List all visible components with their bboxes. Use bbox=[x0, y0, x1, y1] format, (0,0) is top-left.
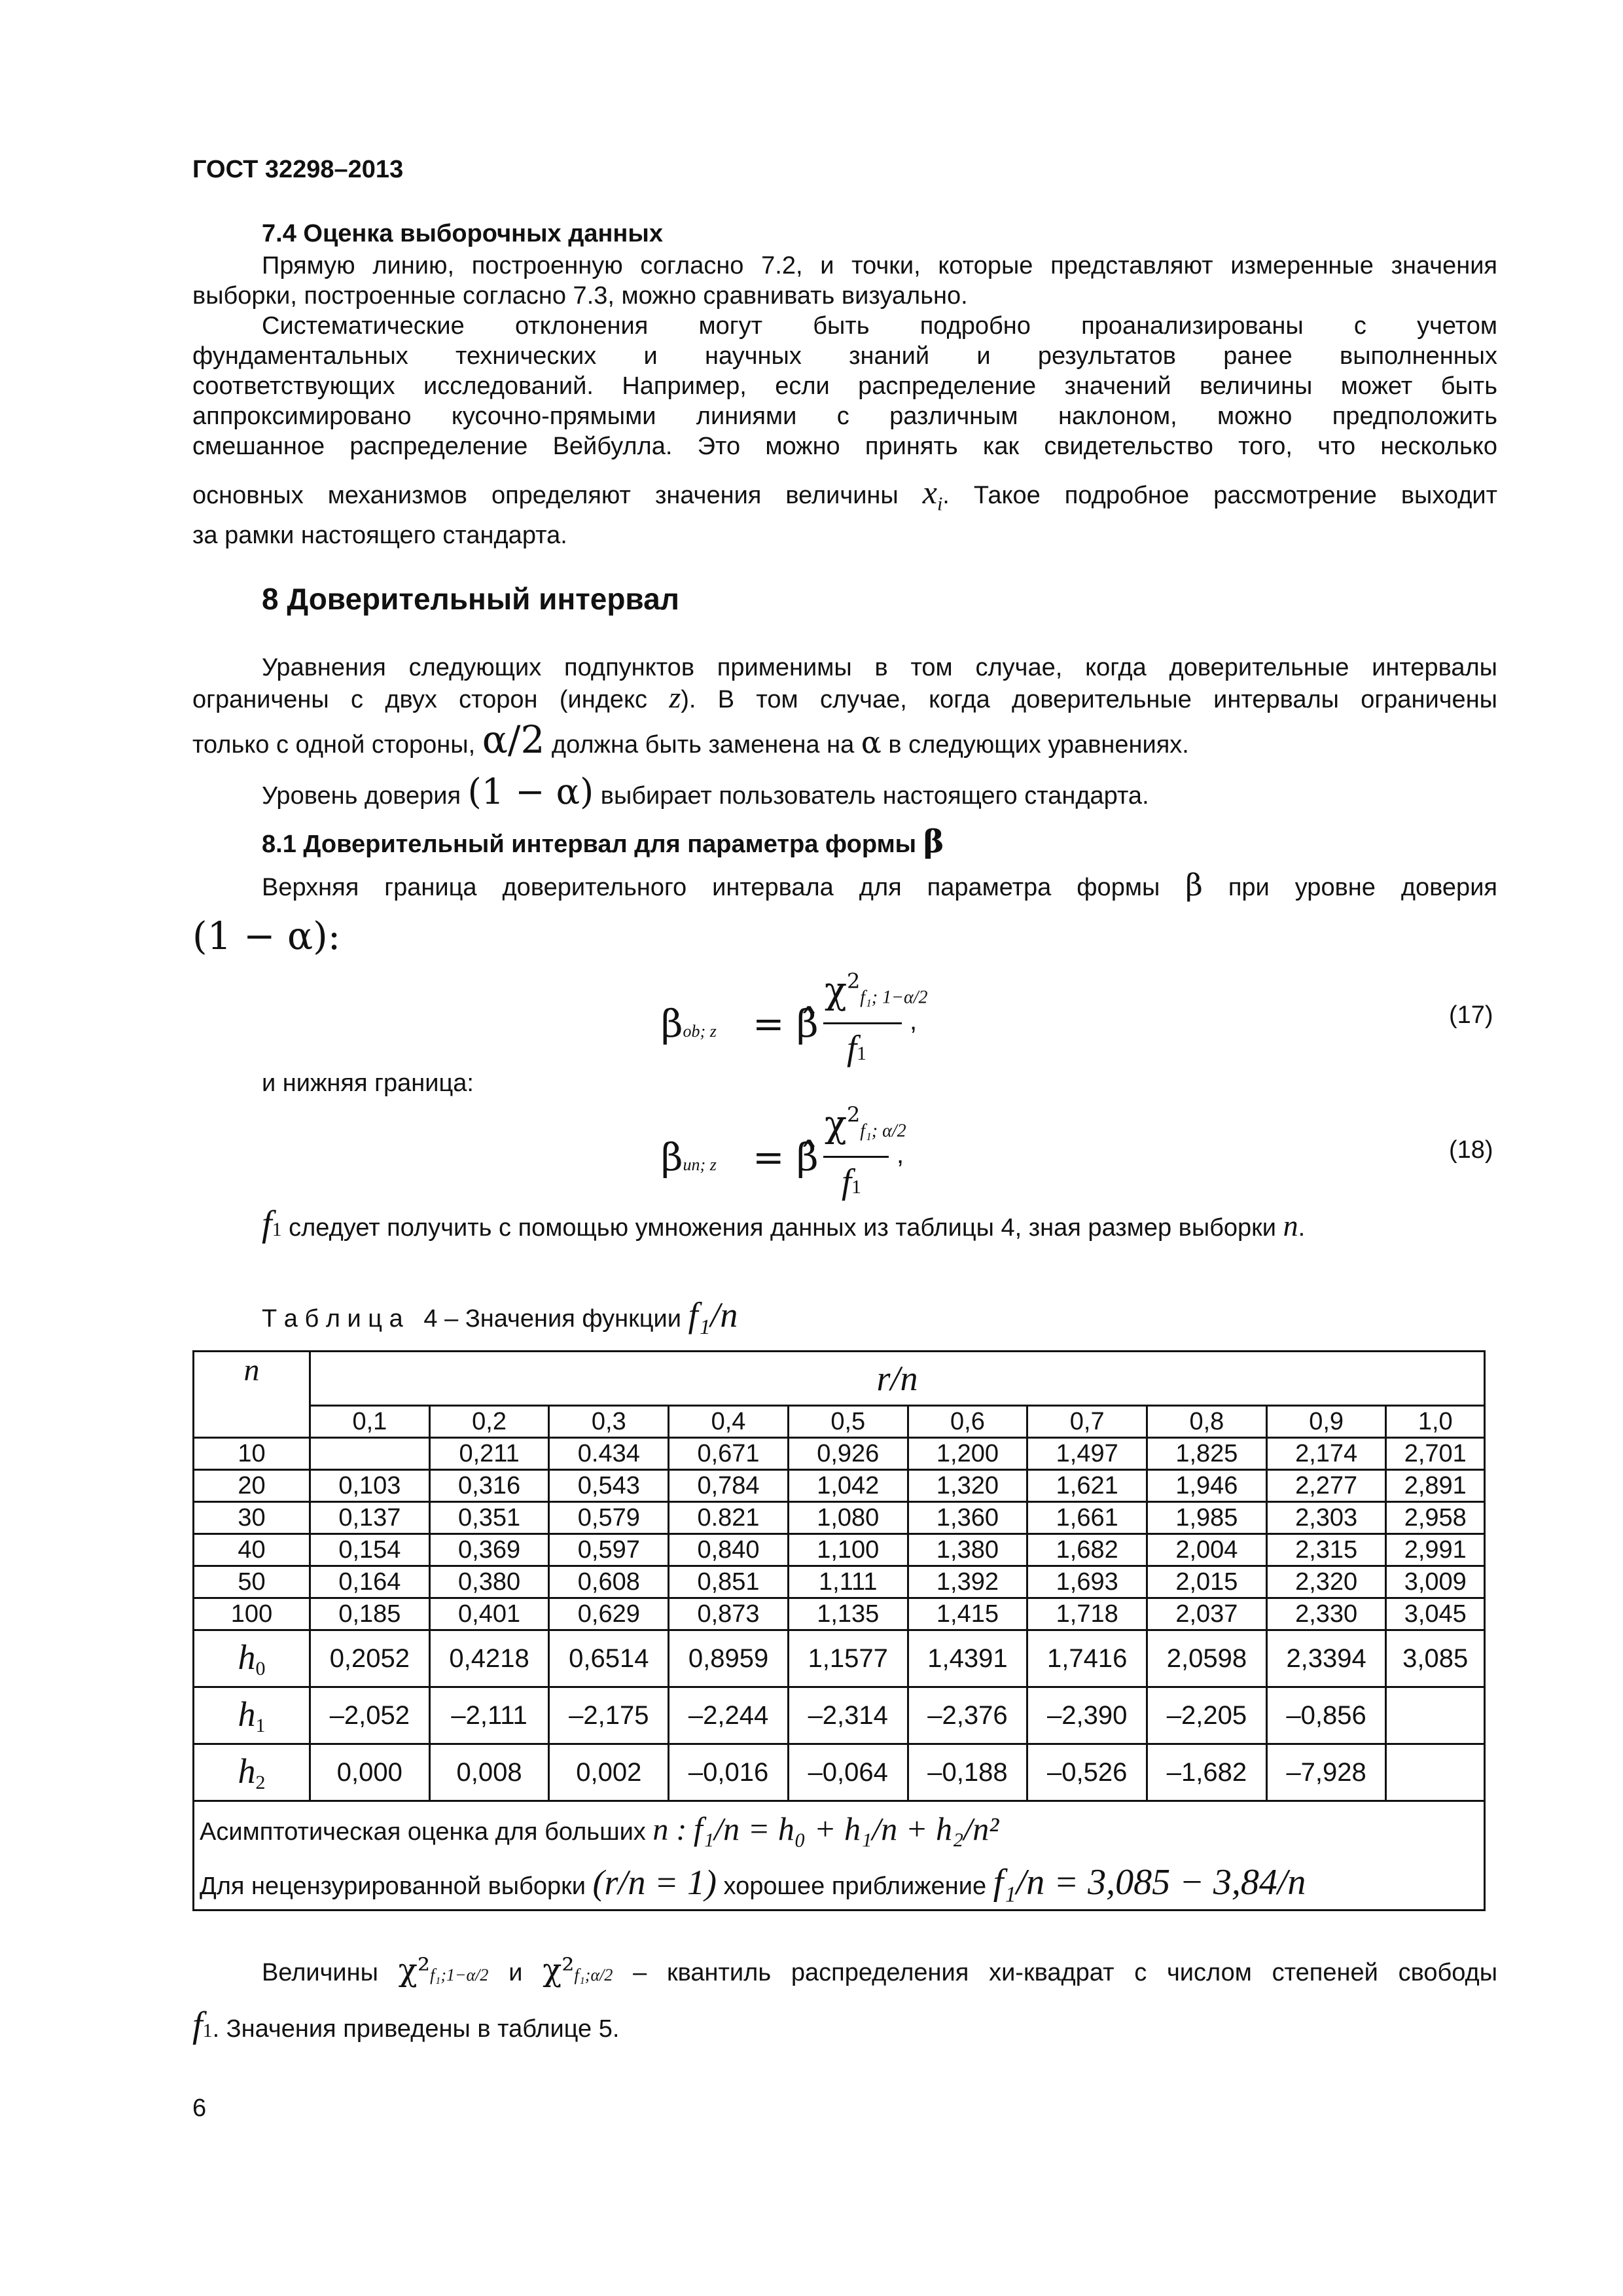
table-cell: –0,064 bbox=[788, 1744, 908, 1801]
table-cell: 2,037 bbox=[1147, 1598, 1267, 1630]
table4-footnote-1 bbox=[194, 1801, 1485, 1856]
f1-end: . bbox=[1298, 1214, 1306, 1242]
eq17-lhs: βob; z bbox=[661, 1001, 717, 1046]
table-cell: –2,205 bbox=[1147, 1687, 1267, 1744]
table-cell bbox=[1386, 1744, 1485, 1801]
table4-caption-label: Т а б л и ц а 4 bbox=[262, 1305, 438, 1333]
col-header: 0,6 bbox=[908, 1406, 1027, 1438]
var-x-i: $x_i$ bbox=[922, 474, 943, 515]
table-cell: 0,579 bbox=[549, 1502, 669, 1534]
eq17-rhs: = β̂ bbox=[753, 1001, 819, 1046]
table-cell: 2,3394 bbox=[1266, 1630, 1386, 1687]
table-cell: 0,8959 bbox=[669, 1630, 789, 1687]
table-cell: 1,7416 bbox=[1027, 1630, 1147, 1687]
table-cell: 0,137 bbox=[310, 1502, 430, 1534]
s74-p2-line7: за рамки настоящего стандарта. bbox=[192, 522, 567, 549]
eq18-fraction-bar bbox=[823, 1156, 889, 1158]
equation-17 bbox=[661, 969, 928, 1080]
footnote-1-cell bbox=[194, 1801, 1485, 1856]
equation-18 bbox=[661, 1102, 923, 1213]
after-line2 bbox=[192, 2005, 1497, 2047]
coef-symbol: h2 bbox=[194, 1744, 310, 1801]
table-cell: 2,891 bbox=[1386, 1470, 1485, 1502]
table-cell: –2,052 bbox=[310, 1687, 430, 1744]
table-cell: –2,376 bbox=[908, 1687, 1027, 1744]
table-cell: 0,008 bbox=[429, 1744, 549, 1801]
table-cell: 0,873 bbox=[669, 1598, 789, 1630]
coef-row bbox=[194, 1630, 1485, 1687]
s8-p1-l3b: должна быть заменена на bbox=[551, 731, 855, 759]
table-cell: 2,320 bbox=[1266, 1566, 1386, 1598]
table-cell: 0.821 bbox=[669, 1502, 789, 1534]
coef-row bbox=[194, 1687, 1485, 1744]
var-z: z bbox=[669, 681, 681, 714]
col-header: 0,9 bbox=[1266, 1406, 1386, 1438]
table-cell: –2,390 bbox=[1027, 1687, 1147, 1744]
s8-p1-l2a: ограничены с двух сторон (индекс bbox=[192, 686, 648, 713]
after-l1a: Величины bbox=[262, 1959, 378, 1986]
coef-symbol: h0 bbox=[194, 1630, 310, 1687]
table-cell: 3,009 bbox=[1386, 1566, 1485, 1598]
chi-2: χ²f₁;α/2 bbox=[543, 1952, 613, 1988]
table-cell: 2,004 bbox=[1147, 1534, 1267, 1566]
table-cell: 0,103 bbox=[310, 1470, 430, 1502]
beta-inline: β bbox=[1185, 867, 1203, 903]
table-cell: 2,315 bbox=[1266, 1534, 1386, 1566]
table-cell: –2,244 bbox=[669, 1687, 789, 1744]
eq17-fraction-bar bbox=[823, 1022, 902, 1024]
eq17-numerator: $\chi^2f_1$; 1−α/2 bbox=[825, 969, 928, 1013]
f1-sentence bbox=[262, 1204, 1567, 1246]
f1-text: следует получить с помощью умножения данных из таблицы 4, зная размер выборки bbox=[289, 1214, 1277, 1242]
table4-caption-text: – Значения функции bbox=[444, 1305, 681, 1333]
s74-p2-line5: смешанное распределение Вейбулла. Это можно принять как свидетельство того, что несколько bbox=[192, 433, 1497, 460]
coef-row bbox=[194, 1744, 1485, 1801]
page-number: 6 bbox=[192, 2094, 207, 2122]
s74-p2-line4: аппроксимировано кусочно-прямыми линиями с различным наклоном, можно предположить bbox=[192, 403, 1497, 430]
s74-p2-line3: соответствующих исследований. Например, если распределение значений величины может быть bbox=[192, 372, 1497, 400]
s81-p1-line1 bbox=[192, 869, 1497, 903]
table-cell: 1,200 bbox=[908, 1438, 1027, 1470]
after-and: и bbox=[508, 1959, 523, 1986]
var-n: n bbox=[1283, 1209, 1298, 1242]
eq18-numerator: $\chi^2f_1$; α/2 bbox=[825, 1102, 906, 1146]
section-7-4-title: 7.4 Оценка выборочных данных bbox=[262, 220, 663, 247]
s8-p1-l3a: только с одной стороны, bbox=[192, 731, 476, 759]
table-cell: 0,154 bbox=[310, 1534, 430, 1566]
table-cell: –0,016 bbox=[669, 1744, 789, 1801]
table-cell: –0,856 bbox=[1266, 1687, 1386, 1744]
table-cell: 1,497 bbox=[1027, 1438, 1147, 1470]
col-header: 0,7 bbox=[1027, 1406, 1147, 1438]
s74-p1-line2: выборки, построенные согласно 7.3, можно сравнивать визуально. bbox=[192, 282, 968, 310]
eq17-comma: , bbox=[910, 1007, 918, 1035]
foot2-cond: (r/n = 1) bbox=[592, 1863, 717, 1902]
s8-p1-line3 bbox=[192, 717, 1497, 762]
table-cell: 1,360 bbox=[908, 1502, 1027, 1534]
after-line1 bbox=[192, 1954, 1497, 1991]
col-header: 0,1 bbox=[310, 1406, 430, 1438]
eq18-number: (18) bbox=[1449, 1136, 1493, 1164]
table-cell: 0,840 bbox=[669, 1534, 789, 1566]
table-row bbox=[194, 1438, 1485, 1470]
s8-p1-line2 bbox=[192, 682, 1497, 715]
table-cell: 0,4218 bbox=[429, 1630, 549, 1687]
table4-group-header: r/n bbox=[310, 1352, 1485, 1406]
table-cell: 1,042 bbox=[788, 1470, 908, 1502]
eq18-rhs: = β̂ bbox=[753, 1135, 819, 1179]
table-cell: 1,4391 bbox=[908, 1630, 1027, 1687]
row-label: 10 bbox=[194, 1438, 310, 1470]
beta-symbol: β bbox=[923, 823, 944, 860]
table-row bbox=[194, 1598, 1485, 1630]
table-cell: 0,164 bbox=[310, 1566, 430, 1598]
table-cell: 0,002 bbox=[549, 1744, 669, 1801]
table4-corner: n bbox=[194, 1352, 310, 1438]
s81-p1b: при уровне доверия bbox=[1228, 874, 1497, 901]
table-cell: 0,2052 bbox=[310, 1630, 430, 1687]
table-cell: –7,928 bbox=[1266, 1744, 1386, 1801]
table-cell: 0,369 bbox=[429, 1534, 549, 1566]
table-cell: 1,392 bbox=[908, 1566, 1027, 1598]
col-header: 0,5 bbox=[788, 1406, 908, 1438]
table4-footnote-2 bbox=[194, 1856, 1485, 1910]
table-cell: 0.434 bbox=[549, 1438, 669, 1470]
table-cell: –2,314 bbox=[788, 1687, 908, 1744]
table-cell bbox=[310, 1438, 430, 1470]
table-row bbox=[194, 1470, 1485, 1502]
table4-col-header-row bbox=[194, 1406, 1485, 1438]
section-8-1-title bbox=[262, 823, 944, 860]
eq17-denominator: f1 bbox=[847, 1028, 867, 1067]
table-cell: 1,621 bbox=[1027, 1470, 1147, 1502]
eq18-lhs: βun; z bbox=[661, 1135, 717, 1179]
table-cell: 1,682 bbox=[1027, 1534, 1147, 1566]
foot2-mid: хорошее приближение bbox=[723, 1873, 987, 1900]
s8-p1-l3c: в следующих уравнениях. bbox=[888, 731, 1189, 759]
table-cell: 0,401 bbox=[429, 1598, 549, 1630]
table-cell: 1,100 bbox=[788, 1534, 908, 1566]
table-cell: –0,188 bbox=[908, 1744, 1027, 1801]
table-cell: –2,175 bbox=[549, 1687, 669, 1744]
var-f1-b: f1 bbox=[192, 2005, 213, 2045]
table-cell: 2,174 bbox=[1266, 1438, 1386, 1470]
table-cell: 1,080 bbox=[788, 1502, 908, 1534]
col-header: 0,4 bbox=[669, 1406, 789, 1438]
eq18-comma: , bbox=[897, 1140, 904, 1169]
table-cell: 1,661 bbox=[1027, 1502, 1147, 1534]
table-cell: 1,825 bbox=[1147, 1438, 1267, 1470]
s8-p2 bbox=[262, 771, 1567, 812]
table-cell: 3,045 bbox=[1386, 1598, 1485, 1630]
s81-title-text: 8.1 Доверительный интервал для параметра формы bbox=[262, 831, 917, 858]
var-f1: f1 bbox=[262, 1204, 282, 1244]
table-cell: 0,000 bbox=[310, 1744, 430, 1801]
table-cell: 0,6514 bbox=[549, 1630, 669, 1687]
table-cell: 2,303 bbox=[1266, 1502, 1386, 1534]
s74-line6-b: . Такое подробное рассмотрение выходит bbox=[942, 482, 1497, 509]
table-cell: 2,277 bbox=[1266, 1470, 1386, 1502]
coef-symbol: h1 bbox=[194, 1687, 310, 1744]
table-cell: 0,543 bbox=[549, 1470, 669, 1502]
alpha-over-2: α/2 bbox=[482, 717, 545, 762]
table-row bbox=[194, 1566, 1485, 1598]
table-cell: –1,682 bbox=[1147, 1744, 1267, 1801]
foot2-text: Для нецензурированной выборки bbox=[200, 1873, 586, 1900]
table-cell: 1,946 bbox=[1147, 1470, 1267, 1502]
row-label: 50 bbox=[194, 1566, 310, 1598]
confidence-expr: (1 − α) bbox=[467, 771, 594, 812]
table-cell: 1,415 bbox=[908, 1598, 1027, 1630]
section-8-title: 8 Доверительный интервал bbox=[262, 582, 679, 616]
after-l2-text: . Значения приведены в таблице 5. bbox=[212, 2015, 620, 2043]
table-cell: 3,085 bbox=[1386, 1630, 1485, 1687]
table-cell: 0,608 bbox=[549, 1566, 669, 1598]
table4-caption bbox=[262, 1295, 738, 1335]
s74-p2-line6 bbox=[192, 476, 1497, 520]
table-cell: 1,380 bbox=[908, 1534, 1027, 1566]
s74-p2-line1: Систематические отклонения могут быть подробно проанализированы с учетом bbox=[262, 312, 1497, 340]
foot2-expr: f₁/n = 3,085 − 3,84/n bbox=[993, 1862, 1306, 1903]
s74-p1-line1: Прямую линию, построенную согласно 7.2, и точки, которые представляют измеренные значения bbox=[262, 252, 1497, 279]
col-header: 0,8 bbox=[1147, 1406, 1267, 1438]
table-cell: 2,701 bbox=[1386, 1438, 1485, 1470]
foot1-n: n : bbox=[652, 1812, 687, 1847]
table-cell: 2,0598 bbox=[1147, 1630, 1267, 1687]
col-header: 0,3 bbox=[549, 1406, 669, 1438]
col-header: 0,2 bbox=[429, 1406, 549, 1438]
table-cell: 0,316 bbox=[429, 1470, 549, 1502]
s8-p1-l2b: ). В том случае, когда доверительные интервалы ограничены bbox=[681, 686, 1497, 713]
table-cell bbox=[1386, 1687, 1485, 1744]
table-cell: 1,320 bbox=[908, 1470, 1027, 1502]
row-label: 100 bbox=[194, 1598, 310, 1630]
s8-p2a: Уровень доверия bbox=[262, 782, 461, 810]
row-label: 40 bbox=[194, 1534, 310, 1566]
table-row bbox=[194, 1534, 1485, 1566]
table-cell: 2,958 bbox=[1386, 1502, 1485, 1534]
table-cell: 0,211 bbox=[429, 1438, 549, 1470]
table-cell: 0,851 bbox=[669, 1566, 789, 1598]
s8-p2b: выбирает пользователь настоящего стандарта. bbox=[600, 782, 1149, 810]
table-cell: 0,926 bbox=[788, 1438, 908, 1470]
row-label: 30 bbox=[194, 1502, 310, 1534]
s8-p1-line1: Уравнения следующих подпунктов применимы в том случае, когда доверительные интервалы bbox=[262, 654, 1497, 681]
table-cell: –0,526 bbox=[1027, 1744, 1147, 1801]
table-cell: –2,111 bbox=[429, 1687, 549, 1744]
table-4 bbox=[192, 1350, 1486, 1911]
table-cell: 0,185 bbox=[310, 1598, 430, 1630]
table4-caption-expr: f₁/n bbox=[688, 1295, 738, 1335]
table-cell: 1,1577 bbox=[788, 1630, 908, 1687]
foot1-text: Асимптотическая оценка для больших bbox=[200, 1818, 646, 1846]
table-row bbox=[194, 1502, 1485, 1534]
eq18-denominator: f1 bbox=[842, 1162, 862, 1201]
row-label: 20 bbox=[194, 1470, 310, 1502]
table-cell: 0,784 bbox=[669, 1470, 789, 1502]
footnote-2-cell bbox=[194, 1856, 1485, 1910]
chi-1: χ²f₁;1−α/2 bbox=[398, 1952, 489, 1988]
alpha-symbol: α bbox=[861, 725, 882, 760]
table-cell: 0,629 bbox=[549, 1598, 669, 1630]
eq17-number: (17) bbox=[1449, 1001, 1493, 1029]
table-cell: 1,111 bbox=[788, 1566, 908, 1598]
s74-p2-line2: фундаментальных технических и научных знаний и результатов ранее выполненных bbox=[192, 342, 1497, 370]
foot1-expr: f₁/n = h₀ + h₁/n + h₂/n² bbox=[693, 1810, 999, 1847]
table-cell: 1,985 bbox=[1147, 1502, 1267, 1534]
s81-p1a: Верхняя граница доверительного интервала для параметра формы bbox=[262, 874, 1160, 901]
col-header: 1,0 bbox=[1386, 1406, 1485, 1438]
table-cell: 2,991 bbox=[1386, 1534, 1485, 1566]
table-cell: 1,135 bbox=[788, 1598, 908, 1630]
s74-line6-a: основных механизмов определяют значения величины bbox=[192, 482, 899, 509]
table-cell: 2,015 bbox=[1147, 1566, 1267, 1598]
table-cell: 0,351 bbox=[429, 1502, 549, 1534]
table-cell: 0,597 bbox=[549, 1534, 669, 1566]
table-cell: 1,718 bbox=[1027, 1598, 1147, 1630]
table-cell: 1,693 bbox=[1027, 1566, 1147, 1598]
lower-bound-label: и нижняя граница: bbox=[262, 1069, 474, 1097]
table-cell: 0,380 bbox=[429, 1566, 549, 1598]
doc-code-header: ГОСТ 32298–2013 bbox=[192, 156, 404, 183]
s81-p1-line2: (1 − α): bbox=[192, 914, 341, 958]
table-cell: 0,671 bbox=[669, 1438, 789, 1470]
table-cell: 2,330 bbox=[1266, 1598, 1386, 1630]
after-l1b: – квантиль распределения хи-квадрат с числом степеней свободы bbox=[633, 1959, 1498, 1986]
